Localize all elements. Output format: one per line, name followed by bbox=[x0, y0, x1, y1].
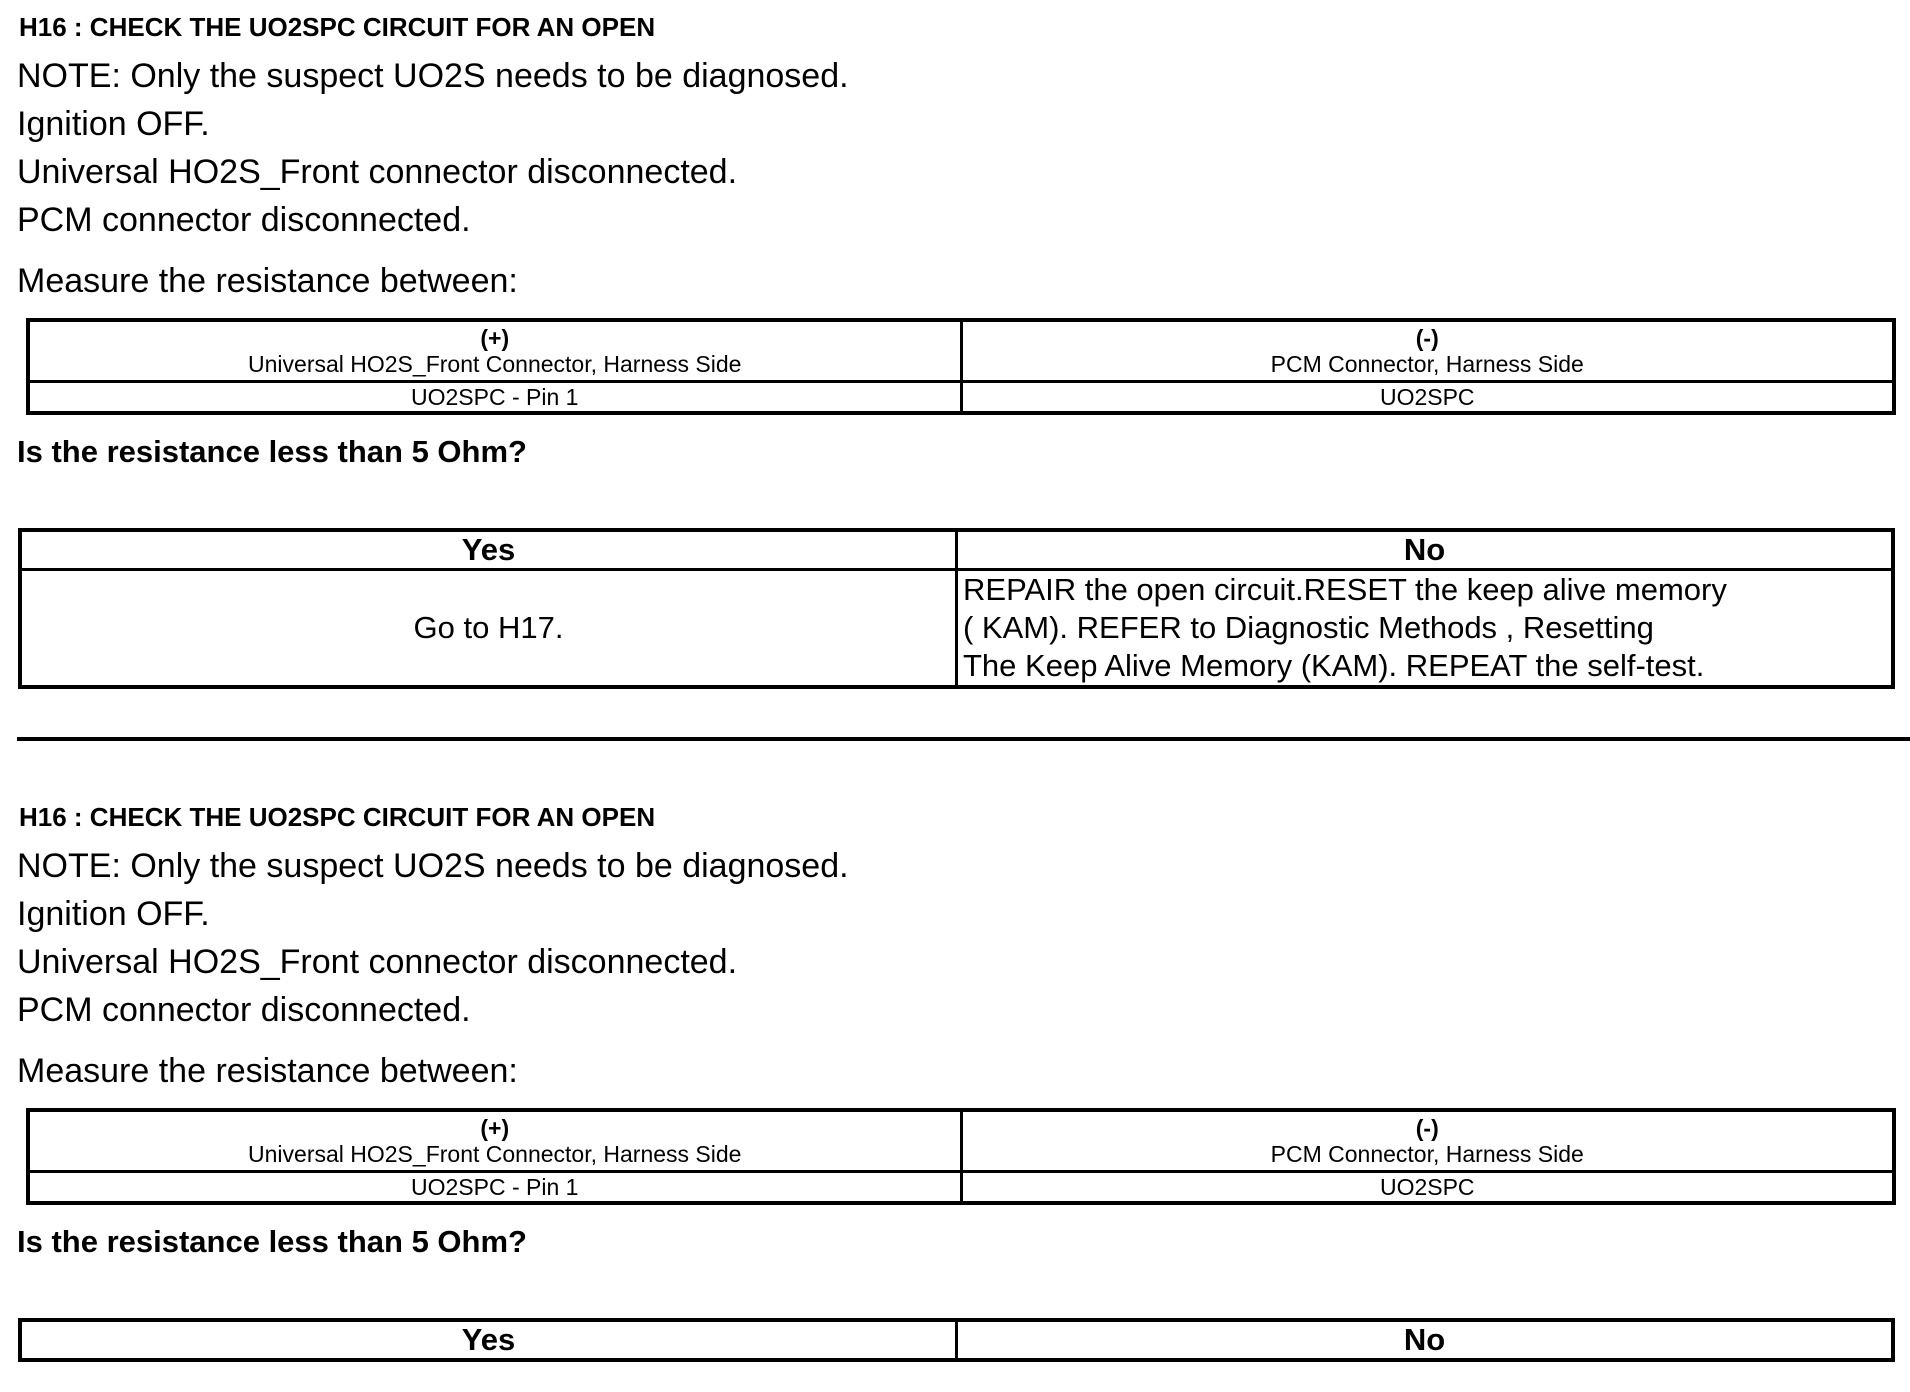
question-text: Is the resistance less than 5 Ohm? bbox=[17, 1224, 527, 1259]
plus-header-cell bbox=[28, 1110, 961, 1172]
minus-label: PCM Connector, Harness Side bbox=[1270, 1141, 1584, 1167]
step-pcm-disconnected: PCM connector disconnected. bbox=[17, 201, 471, 239]
step-pcm-disconnected: PCM connector disconnected. bbox=[17, 991, 471, 1029]
minus-symbol: (-) bbox=[1415, 1115, 1439, 1141]
note-text: NOTE: Only the suspect UO2S needs to be diagnosed. bbox=[17, 57, 849, 95]
minus-header-cell bbox=[961, 1110, 1894, 1172]
step-ho2s-disconnected: Universal HO2S_Front connector disconnected. bbox=[17, 943, 738, 981]
minus-value-cell: UO2SPC bbox=[961, 382, 1894, 414]
plus-symbol: (+) bbox=[480, 1115, 510, 1141]
step-heading: H16 : CHECK THE UO2SPC CIRCUIT FOR AN OPEN bbox=[19, 12, 656, 42]
minus-header-cell bbox=[961, 320, 1894, 382]
plus-value-cell: UO2SPC - Pin 1 bbox=[28, 382, 961, 414]
question-text: Is the resistance less than 5 Ohm? bbox=[17, 434, 527, 469]
yes-header: Yes bbox=[20, 1320, 957, 1360]
plus-symbol: (+) bbox=[480, 325, 510, 351]
no-action: REPAIR the open circuit.RESET the keep alive memory ( KAM). REFER to Diagnostic Methods , Resetting The Keep Alive Memory (KAM). REPEAT the self-test. bbox=[957, 570, 1894, 688]
measure-intro: Measure the resistance between: bbox=[17, 1052, 518, 1090]
yes-action: Go to H17. bbox=[20, 570, 957, 688]
section-divider bbox=[17, 737, 1910, 741]
decision-table bbox=[18, 528, 1895, 689]
decision-table bbox=[18, 1318, 1895, 1362]
plus-header-cell bbox=[28, 320, 961, 382]
plus-label: Universal HO2S_Front Connector, Harness Side bbox=[248, 1141, 742, 1167]
minus-symbol: (-) bbox=[1415, 325, 1439, 351]
step-heading: H16 : CHECK THE UO2SPC CIRCUIT FOR AN OPEN bbox=[19, 802, 656, 832]
plus-value-cell: UO2SPC - Pin 1 bbox=[28, 1172, 961, 1204]
no-header: No bbox=[957, 1320, 1894, 1360]
step-ignition-off: Ignition OFF. bbox=[17, 895, 210, 933]
no-header: No bbox=[957, 530, 1894, 570]
measure-table bbox=[26, 318, 1896, 415]
minus-label: PCM Connector, Harness Side bbox=[1270, 351, 1584, 377]
measure-intro: Measure the resistance between: bbox=[17, 262, 518, 300]
yes-header: Yes bbox=[20, 530, 957, 570]
step-ho2s-disconnected: Universal HO2S_Front connector disconnected. bbox=[17, 153, 738, 191]
step-ignition-off: Ignition OFF. bbox=[17, 105, 210, 143]
note-text: NOTE: Only the suspect UO2S needs to be diagnosed. bbox=[17, 847, 849, 885]
measure-table bbox=[26, 1108, 1896, 1205]
plus-label: Universal HO2S_Front Connector, Harness Side bbox=[248, 351, 742, 377]
minus-value-cell: UO2SPC bbox=[961, 1172, 1894, 1204]
